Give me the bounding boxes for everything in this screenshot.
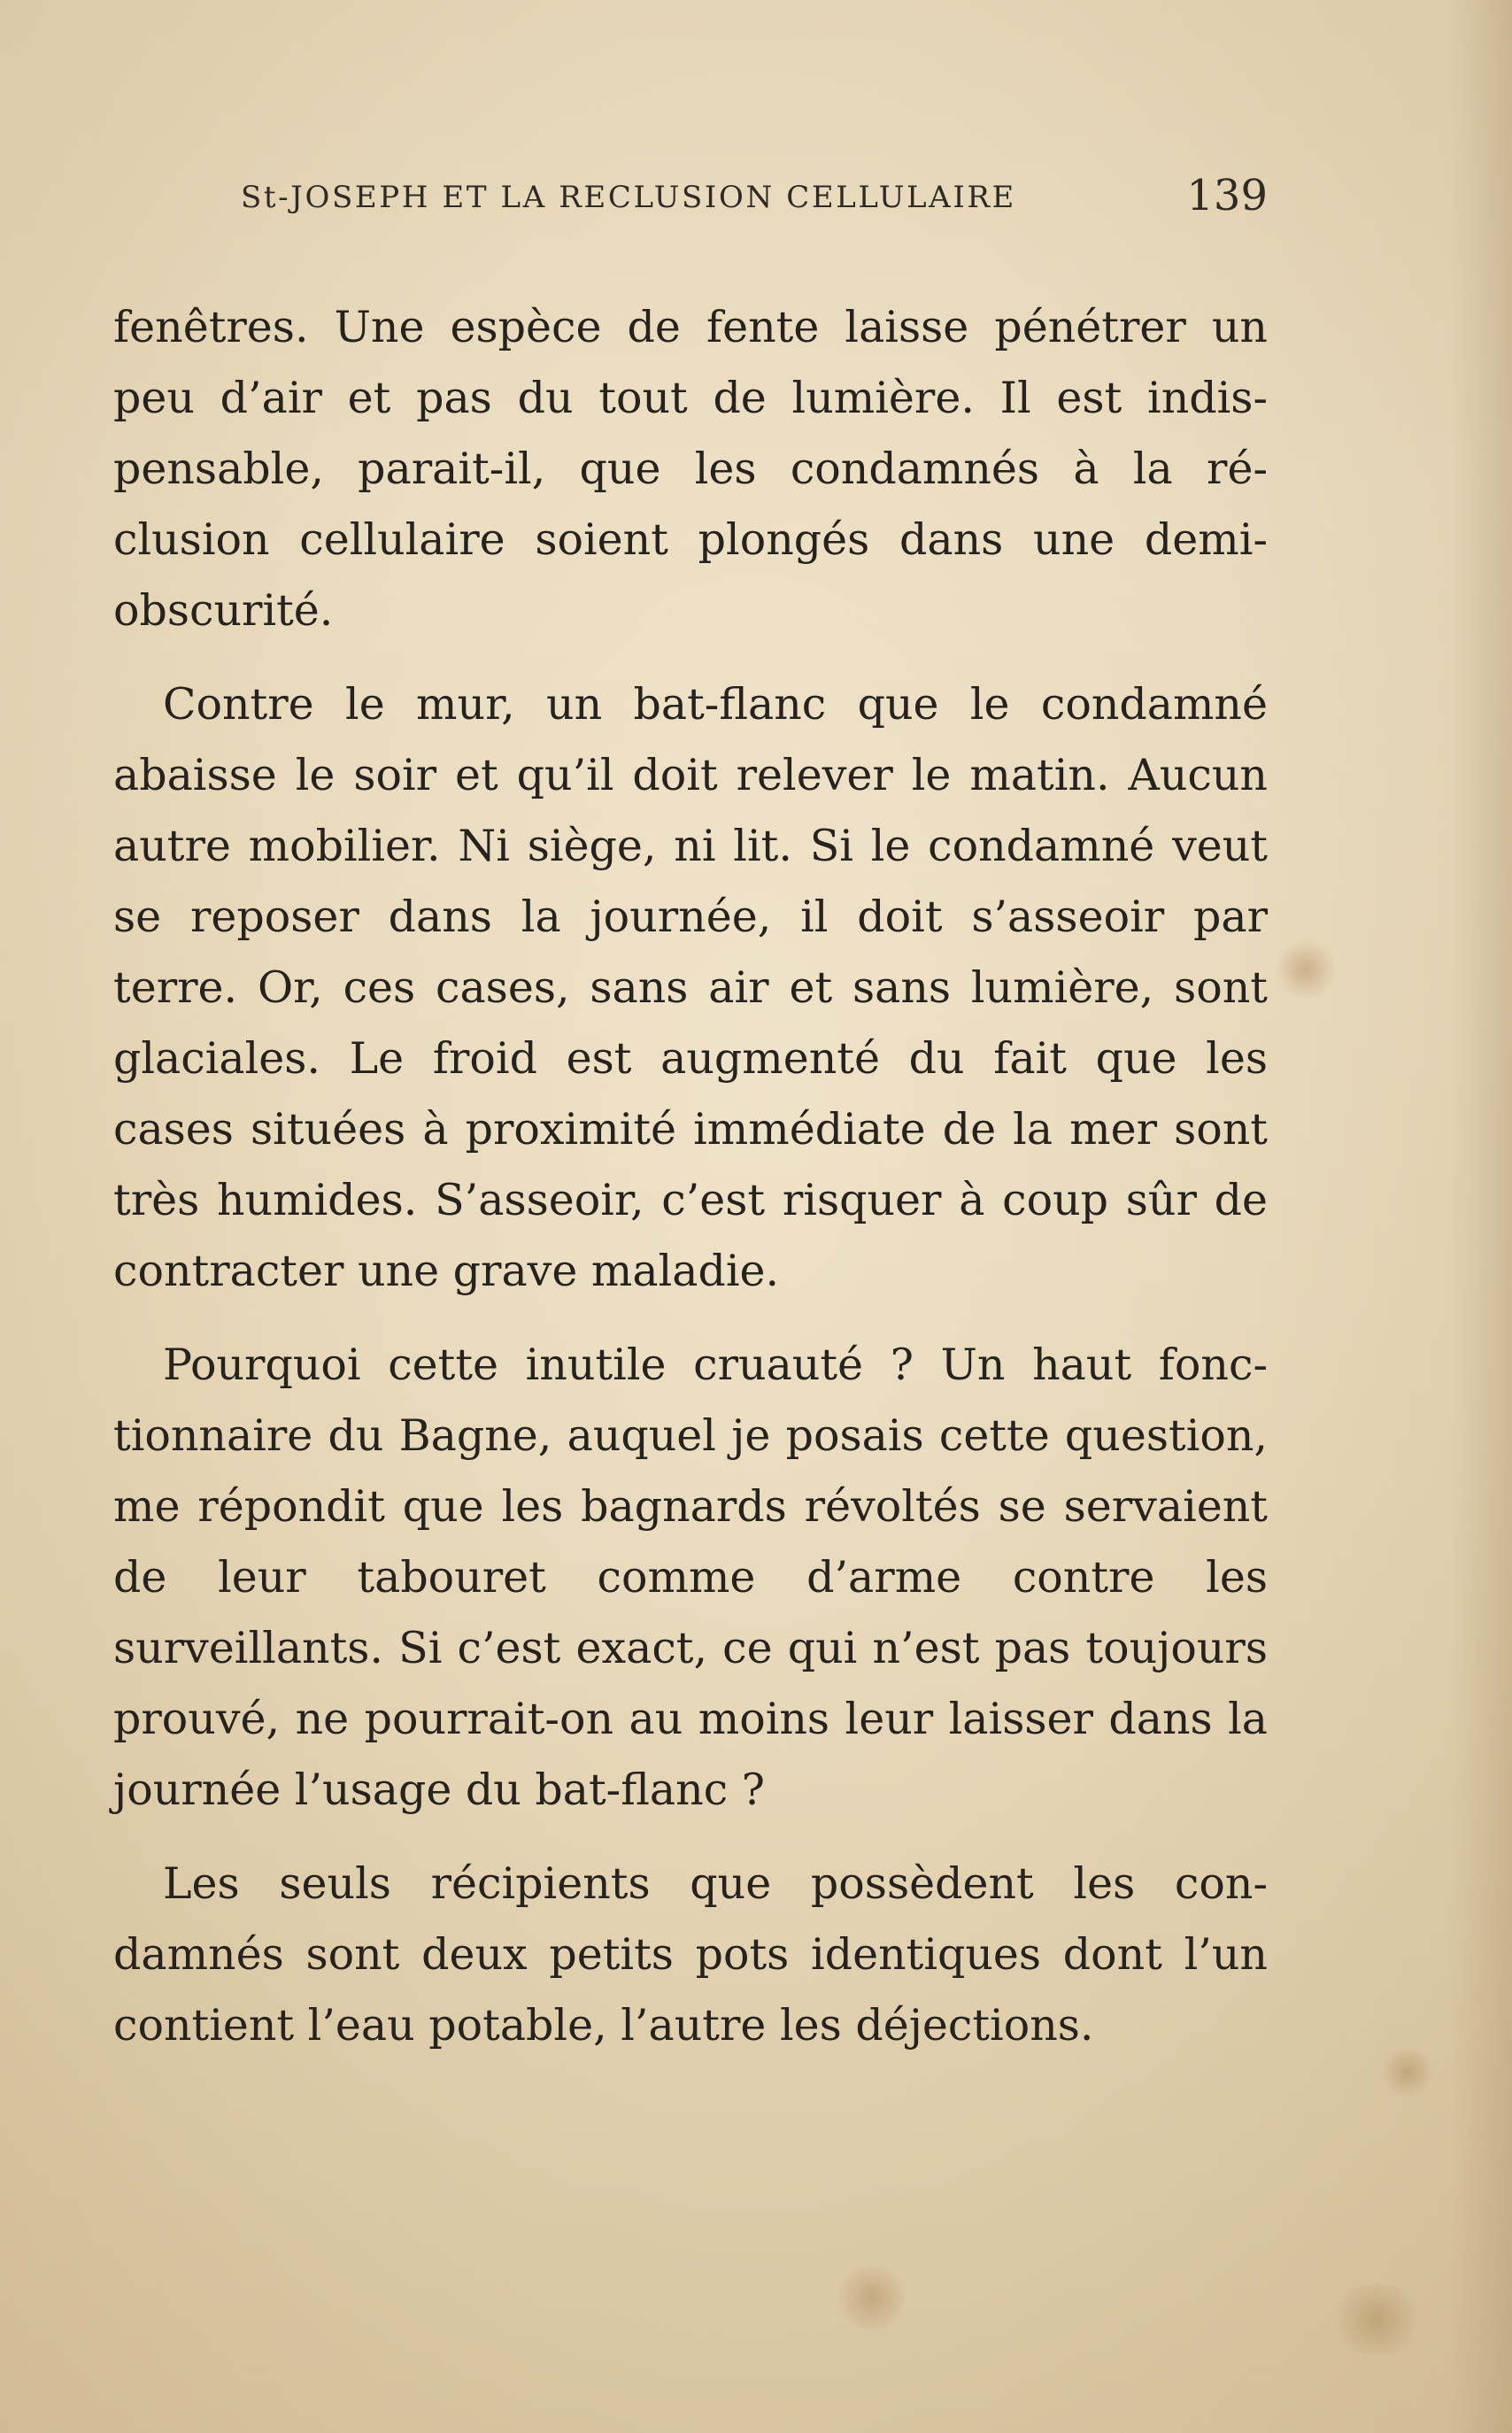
foxing-stain bbox=[1275, 938, 1337, 1000]
running-title: St-JOSEPH ET LA RECLUSION CELLULAIRE bbox=[241, 180, 1016, 215]
paragraph-continued: fenêtres. Une espèce de fente laisse pénétrer un peu d’air et pas du tout de lumière. Il est indispensable, parait-il, que les condamnés à la réclusion cellulaire soient plongés dans une demiobscurité. bbox=[113, 302, 1268, 636]
page-edge-shading bbox=[1450, 0, 1512, 2433]
foxing-stain bbox=[1381, 2045, 1434, 2098]
running-head bbox=[241, 171, 1268, 233]
paragraph: Pourquoi cette inutile cruauté ? Un haut fonctionnaire du Bagne, auquel je posais cette question, me répondit que les bagnards révoltés se servaient de leur tabouret comme d’arme contre les surveillants. Si c’est exact, ce qui n’est pas toujours prouvé, ne pourrait-on au moins leur laisser dans la journée l’usage du bat-flanc ? bbox=[113, 1340, 1268, 1815]
paragraph: Contre le mur, un bat-flanc que le condamné abaisse le soir et qu’il doit relever le matin. Aucun autre mobilier. Ni siège, ni lit. Si le condamné veut se reposer dans la journée, il doit s’asseoir par terre. Or, ces cases, sans air et sans lumière, sont glaciales. Le froid est augmenté du fait que les cases situées à proximité immédiate de la mer sont très humides. S’asseoir, c’est risquer à coup sûr de contracter une grave maladie. bbox=[113, 679, 1268, 1296]
paragraph: Les seuls récipients que possèdent les condamnés sont deux petits pots identiques dont l’un contient l’eau potable, l’autre les déjections. bbox=[113, 1858, 1268, 2051]
foxing-stain bbox=[1328, 2284, 1425, 2355]
page-number: 139 bbox=[1186, 171, 1268, 220]
body-text bbox=[113, 292, 1268, 2084]
foxing-stain bbox=[832, 2267, 912, 2329]
